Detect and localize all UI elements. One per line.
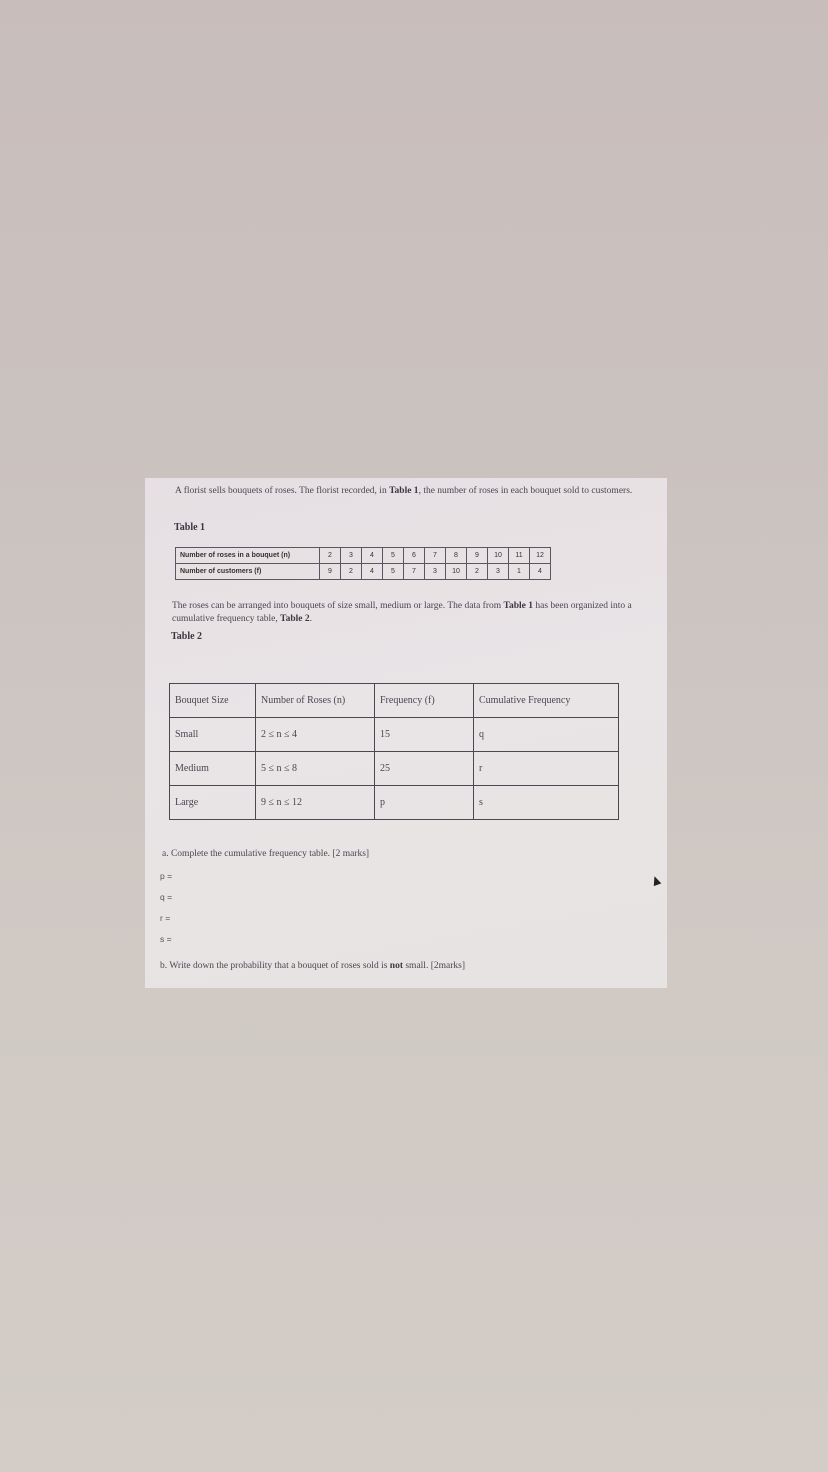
header-cumulative-frequency: Cumulative Frequency <box>474 684 619 718</box>
table2-title: Table 2 <box>171 631 203 642</box>
table-header-row <box>170 684 619 718</box>
table-row: Small 2 ≤ n ≤ 4 15 q <box>170 718 619 752</box>
row-label-customers: Number of customers (f) <box>176 564 320 580</box>
header-frequency: Frequency (f) <box>375 684 474 718</box>
mouse-cursor-icon <box>651 875 662 886</box>
roses-table <box>175 547 551 580</box>
arrangement-paragraph: The roses can be arranged into bouquets of size small, medium or large. The data from Table 1 has been organized into a cumulative frequency table, Table 2. <box>172 601 632 624</box>
header-bouquet-size: Bouquet Size <box>170 684 256 718</box>
answer-r: r = <box>160 913 171 923</box>
table-row: Number of customers (f) 9 2 4 5 7 3 10 2 3 1 4 <box>176 564 551 580</box>
question-b: b. Write down the probability that a bouquet of roses sold is not small. [2marks] <box>160 961 465 971</box>
table-row: Medium 5 ≤ n ≤ 8 25 r <box>170 752 619 786</box>
cumulative-frequency-table <box>169 683 619 820</box>
row-label-roses: Number of roses in a bouquet (n) <box>176 548 320 564</box>
table1-title: Table 1 <box>174 522 206 533</box>
answer-s: s = <box>160 934 172 944</box>
question-a: a. Complete the cumulative frequency table. [2 marks] <box>162 849 370 859</box>
header-number-of-roses: Number of Roses (n) <box>256 684 375 718</box>
table-row: Large 9 ≤ n ≤ 12 p s <box>170 786 619 820</box>
intro-paragraph: A florist sells bouquets of roses. The florist recorded, in Table 1, the number of roses in each bouquet sold to customers. <box>175 486 633 496</box>
answer-q: q = <box>160 892 173 902</box>
answer-p: p = <box>160 871 173 881</box>
worksheet-page <box>145 478 667 988</box>
table-row: Number of roses in a bouquet (n) 2 3 4 5 6 7 8 9 10 11 12 <box>176 548 551 564</box>
